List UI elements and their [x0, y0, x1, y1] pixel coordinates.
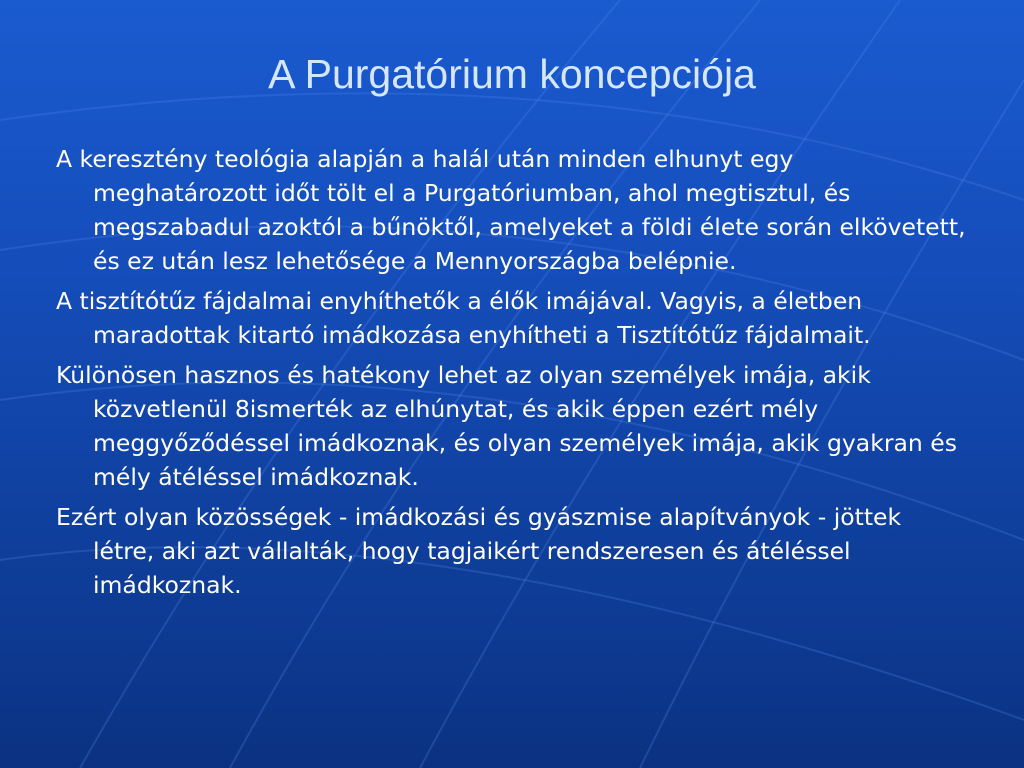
- paragraph-2: A tisztítótűz fájdalmai enyhíthetők a élők imájával. Vagyis, a életben maradottak kitartó imádkozása enyhítheti a Tisztítótűz fájdalmait.: [56, 287, 871, 349]
- slide-title: A Purgatórium koncepciója: [268, 51, 756, 97]
- paragraph-1: A keresztény teológia alapján a halál után minden elhunyt egy meghatározott időt tölt el a Purgatóriumban, ahol megtisztul, és megszabadul azoktól a bűnöktől, amelyeket a földi élete során elkövetett, és ez után lesz lehetősége a Mennyországba belépnie.: [56, 145, 966, 275]
- paragraph-3: Különösen hasznos és hatékony lehet az olyan személyek imája, akik közvetlenül 8ismerték az elhúnytat, és akik éppen ezért mély meggyőződéssel imádkoznak, és olyan személyek imája, akik gyakran és mély átéléssel imádkoznak.: [56, 361, 957, 491]
- slide-body: [56, 142, 968, 608]
- paragraph-4: Ezért olyan közösségek - imádkozási és gyászmise alapítványok - jöttek létre, aki azt vállalták, hogy tagjaikért rendszeresen és átéléssel imádkoznak.: [56, 503, 902, 599]
